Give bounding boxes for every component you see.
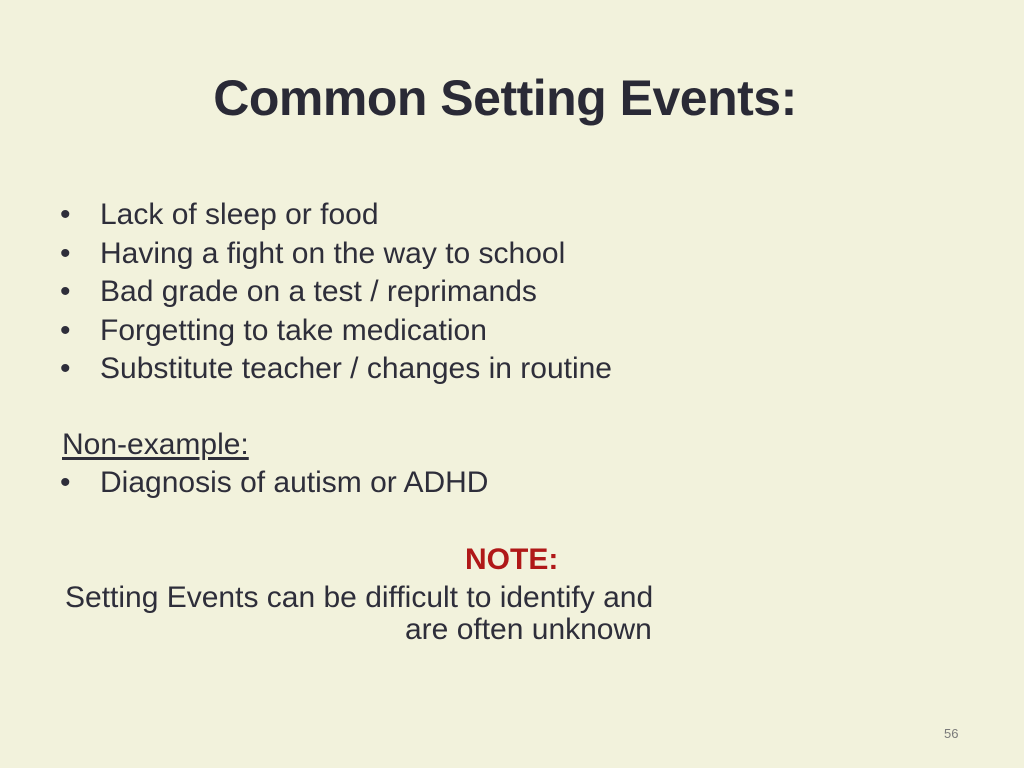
list-item: • Diagnosis of autism or ADHD <box>60 464 488 502</box>
note-text-line-1: Setting Events can be difficult to identify and <box>65 581 654 614</box>
list-item: • Forgetting to take medication <box>60 312 612 351</box>
setting-events-list <box>60 196 612 389</box>
slide-title: Common Setting Events: <box>213 70 797 126</box>
non-example-heading: Non-example: <box>62 428 249 461</box>
note-text-line-2: are often unknown <box>405 613 652 646</box>
note-label: NOTE: <box>465 543 559 576</box>
list-item: • Lack of sleep or food <box>60 196 612 235</box>
non-example-list <box>60 464 488 502</box>
list-item: • Substitute teacher / changes in routine <box>60 350 612 389</box>
page-number: 56 <box>944 726 959 741</box>
list-item: • Having a fight on the way to school <box>60 235 612 274</box>
list-item: • Bad grade on a test / reprimands <box>60 273 612 312</box>
